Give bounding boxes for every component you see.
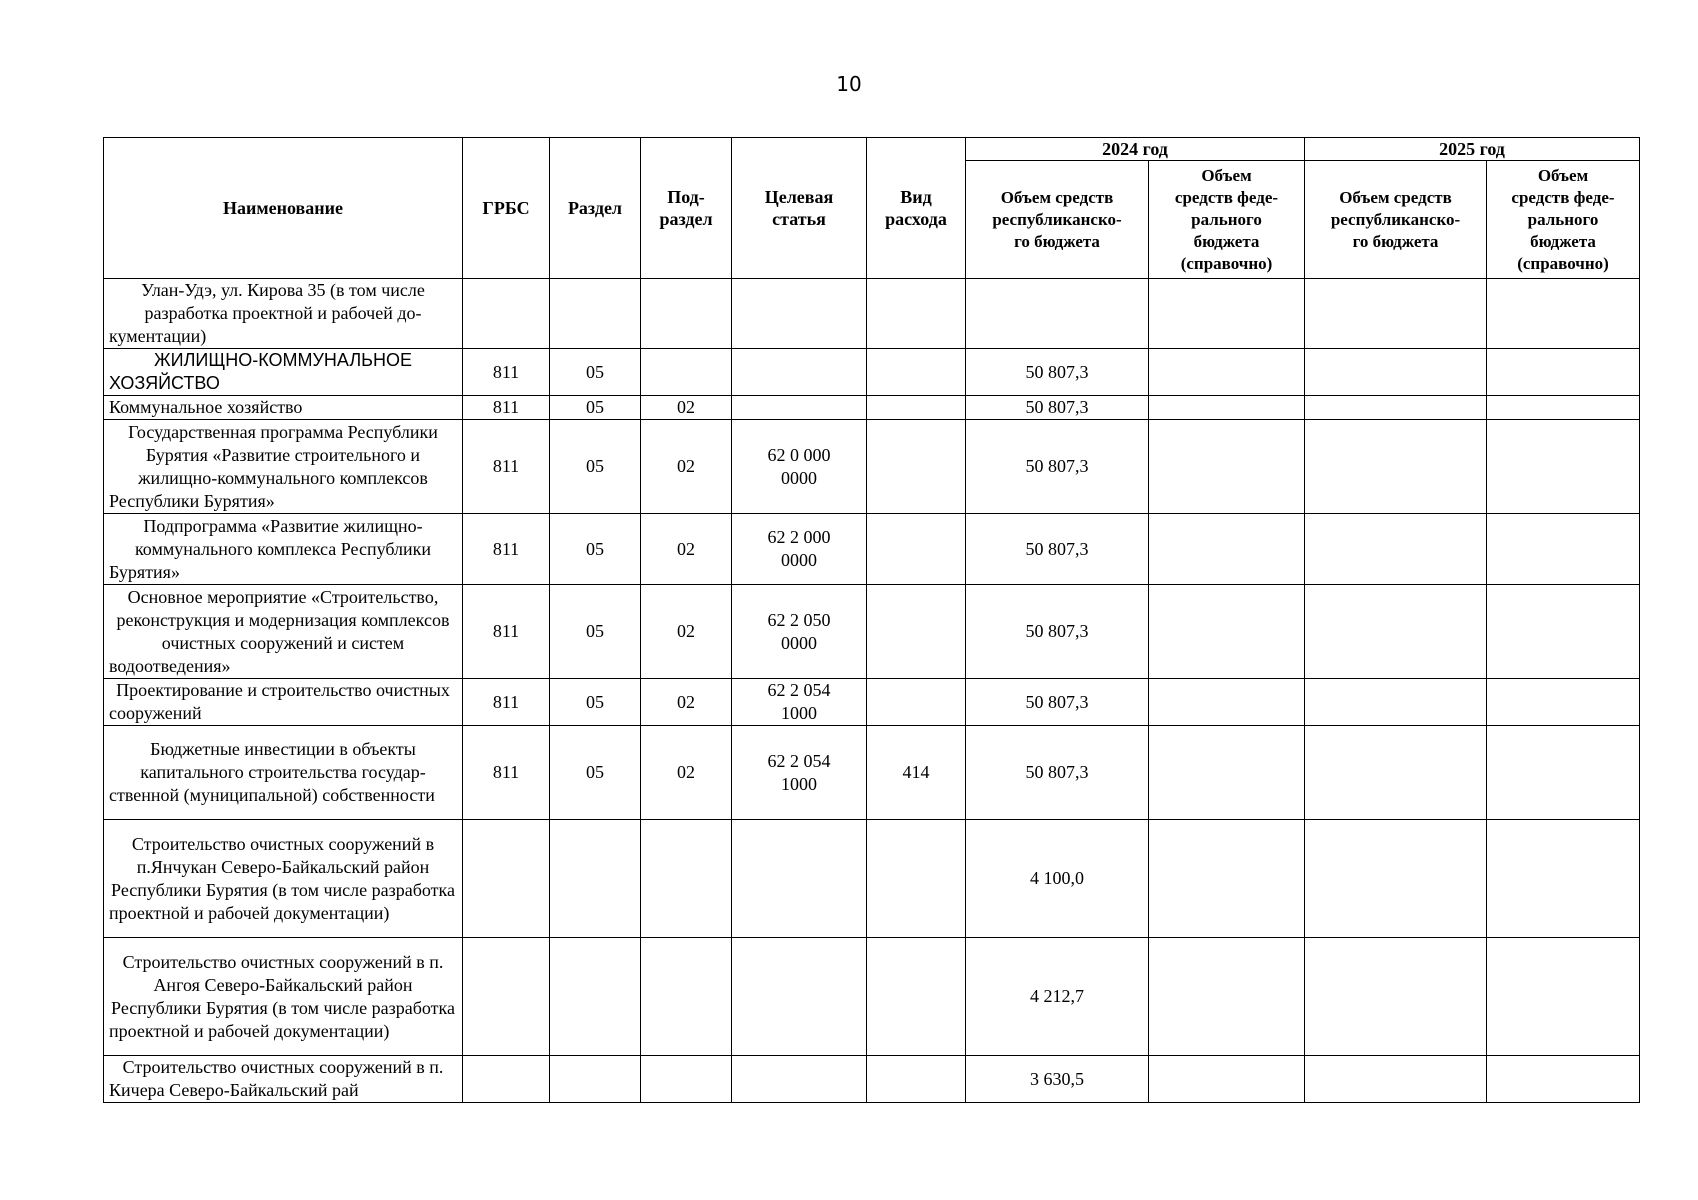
table-row [104, 514, 1640, 585]
cell-article: 62 2 000 0000 [732, 514, 867, 585]
cell-name: Подпрограмма «Развитие жилищно-коммунального комплекса Республики Бурятия» [104, 514, 463, 585]
cell-expense [867, 420, 966, 514]
cell-rep2024: 50 807,3 [966, 726, 1149, 820]
cell-article: 62 2 054 1000 [732, 726, 867, 820]
cell-subsection: 02 [641, 679, 732, 726]
cell-name: Коммунальное хозяйство [104, 396, 463, 420]
header-name: Наименование [104, 138, 463, 279]
header-expense-type: Вид расхода [867, 138, 966, 279]
cell-rep2025 [1305, 514, 1487, 585]
cell-subsection [641, 279, 732, 349]
header-grbs: ГРБС [463, 138, 550, 279]
cell-name: Строительство очистных сооружений в п. Кичера Северо-Байкальский рай [104, 1056, 463, 1103]
table-row [104, 726, 1640, 820]
cell-grbs: 811 [463, 679, 550, 726]
cell-article [732, 938, 867, 1056]
cell-subsection [641, 820, 732, 938]
cell-fed2025 [1487, 420, 1640, 514]
header-subsection: Под- раздел [641, 138, 732, 279]
cell-fed2024 [1149, 679, 1305, 726]
cell-section [550, 820, 641, 938]
cell-fed2024 [1149, 349, 1305, 396]
table-row [104, 1056, 1640, 1103]
cell-expense [867, 820, 966, 938]
cell-name: ЖИЛИЩНО-КОММУНАЛЬНОЕ ХОЗЯЙСТВО [104, 349, 463, 396]
cell-fed2024 [1149, 420, 1305, 514]
budget-table [103, 137, 1640, 1103]
cell-section: 05 [550, 349, 641, 396]
cell-name: Проектирование и строительство очистных сооружений [104, 679, 463, 726]
cell-article [732, 1056, 867, 1103]
cell-article [732, 349, 867, 396]
cell-section [550, 279, 641, 349]
cell-subsection: 02 [641, 514, 732, 585]
cell-fed2025 [1487, 938, 1640, 1056]
cell-section: 05 [550, 396, 641, 420]
cell-rep2024: 3 630,5 [966, 1056, 1149, 1103]
header-section: Раздел [550, 138, 641, 279]
cell-rep2025 [1305, 349, 1487, 396]
header-republican-2025: Объем средств республиканско- го бюджета [1305, 161, 1487, 279]
cell-expense [867, 585, 966, 679]
cell-rep2025 [1305, 938, 1487, 1056]
cell-rep2025 [1305, 726, 1487, 820]
cell-name: Государственная программа Республики Бурятия «Развитие строительного и жилищно-коммунального комплексов Республики Бурятия» [104, 420, 463, 514]
cell-subsection: 02 [641, 585, 732, 679]
cell-rep2025 [1305, 1056, 1487, 1103]
cell-subsection: 02 [641, 396, 732, 420]
cell-expense [867, 349, 966, 396]
cell-fed2024 [1149, 820, 1305, 938]
cell-rep2024: 4 100,0 [966, 820, 1149, 938]
cell-grbs: 811 [463, 514, 550, 585]
cell-subsection: 02 [641, 420, 732, 514]
header-republican-2024: Объем средств республиканско- го бюджета [966, 161, 1149, 279]
cell-rep2024: 4 212,7 [966, 938, 1149, 1056]
cell-fed2025 [1487, 514, 1640, 585]
cell-article: 62 2 050 0000 [732, 585, 867, 679]
cell-section: 05 [550, 585, 641, 679]
table-row [104, 279, 1640, 349]
cell-expense: 414 [867, 726, 966, 820]
cell-fed2025 [1487, 349, 1640, 396]
cell-section: 05 [550, 514, 641, 585]
cell-fed2025 [1487, 820, 1640, 938]
page-number: 10 [836, 72, 862, 96]
cell-section: 05 [550, 726, 641, 820]
header-federal-2025: Объем средств феде- рального бюджета (справочно) [1487, 161, 1640, 279]
cell-expense [867, 514, 966, 585]
cell-grbs [463, 938, 550, 1056]
cell-article: 62 2 054 1000 [732, 679, 867, 726]
cell-article [732, 820, 867, 938]
cell-article: 62 0 000 0000 [732, 420, 867, 514]
cell-fed2024 [1149, 1056, 1305, 1103]
table-row [104, 585, 1640, 679]
cell-expense [867, 938, 966, 1056]
table-row [104, 820, 1640, 938]
cell-section [550, 1056, 641, 1103]
cell-section: 05 [550, 420, 641, 514]
cell-name: Бюджетные инвестиции в объекты капитального строительства государственной (муниципальной) собственности [104, 726, 463, 820]
cell-rep2024: 50 807,3 [966, 585, 1149, 679]
table-row [104, 679, 1640, 726]
cell-article [732, 396, 867, 420]
cell-name: Улан-Удэ, ул. Кирова 35 (в том числе разработка проектной и рабочей документации) [104, 279, 463, 349]
table-row [104, 396, 1640, 420]
cell-section [550, 938, 641, 1056]
header-federal-2024: Объем средств феде- рального бюджета (справочно) [1149, 161, 1305, 279]
cell-fed2025 [1487, 679, 1640, 726]
cell-rep2025 [1305, 679, 1487, 726]
cell-grbs [463, 279, 550, 349]
cell-rep2025 [1305, 420, 1487, 514]
cell-rep2024 [966, 279, 1149, 349]
cell-grbs: 811 [463, 726, 550, 820]
cell-rep2025 [1305, 585, 1487, 679]
cell-fed2024 [1149, 396, 1305, 420]
cell-fed2024 [1149, 938, 1305, 1056]
cell-expense [867, 679, 966, 726]
cell-name: Строительство очистных сооружений в п. Ангоя Северо-Байкальский район Республики Бурятия (в том числе разработка проектной и рабочей документации) [104, 938, 463, 1056]
cell-fed2025 [1487, 585, 1640, 679]
cell-rep2025 [1305, 396, 1487, 420]
cell-subsection [641, 938, 732, 1056]
cell-grbs: 811 [463, 349, 550, 396]
cell-fed2025 [1487, 279, 1640, 349]
cell-fed2025 [1487, 1056, 1640, 1103]
cell-subsection [641, 349, 732, 396]
cell-article [732, 279, 867, 349]
table-row [104, 938, 1640, 1056]
cell-fed2024 [1149, 585, 1305, 679]
header-target-article: Целевая статья [732, 138, 867, 279]
cell-subsection [641, 1056, 732, 1103]
cell-grbs: 811 [463, 396, 550, 420]
cell-rep2024: 50 807,3 [966, 420, 1149, 514]
cell-expense [867, 1056, 966, 1103]
cell-grbs [463, 1056, 550, 1103]
cell-expense [867, 279, 966, 349]
cell-subsection: 02 [641, 726, 732, 820]
cell-name: Основное мероприятие «Строительство, реконструкция и модернизация комплексов очистных сооружений и систем водоотведения» [104, 585, 463, 679]
cell-fed2024 [1149, 279, 1305, 349]
header-year-2025: 2025 год [1305, 138, 1640, 161]
cell-rep2025 [1305, 820, 1487, 938]
cell-fed2024 [1149, 726, 1305, 820]
cell-rep2025 [1305, 279, 1487, 349]
cell-fed2025 [1487, 726, 1640, 820]
table-body [104, 279, 1640, 1103]
cell-name: Строительство очистных сооружений в п.Янчукан Северо-Байкальский район Республики Бурятия (в том числе разработка проектной и рабочей документации) [104, 820, 463, 938]
table-row [104, 420, 1640, 514]
cell-grbs: 811 [463, 420, 550, 514]
cell-expense [867, 396, 966, 420]
table-row [104, 349, 1640, 396]
cell-fed2024 [1149, 514, 1305, 585]
cell-rep2024: 50 807,3 [966, 679, 1149, 726]
cell-rep2024: 50 807,3 [966, 514, 1149, 585]
header-year-2024: 2024 год [966, 138, 1305, 161]
cell-rep2024: 50 807,3 [966, 349, 1149, 396]
cell-grbs [463, 820, 550, 938]
cell-rep2024: 50 807,3 [966, 396, 1149, 420]
cell-grbs: 811 [463, 585, 550, 679]
cell-fed2025 [1487, 396, 1640, 420]
cell-section: 05 [550, 679, 641, 726]
